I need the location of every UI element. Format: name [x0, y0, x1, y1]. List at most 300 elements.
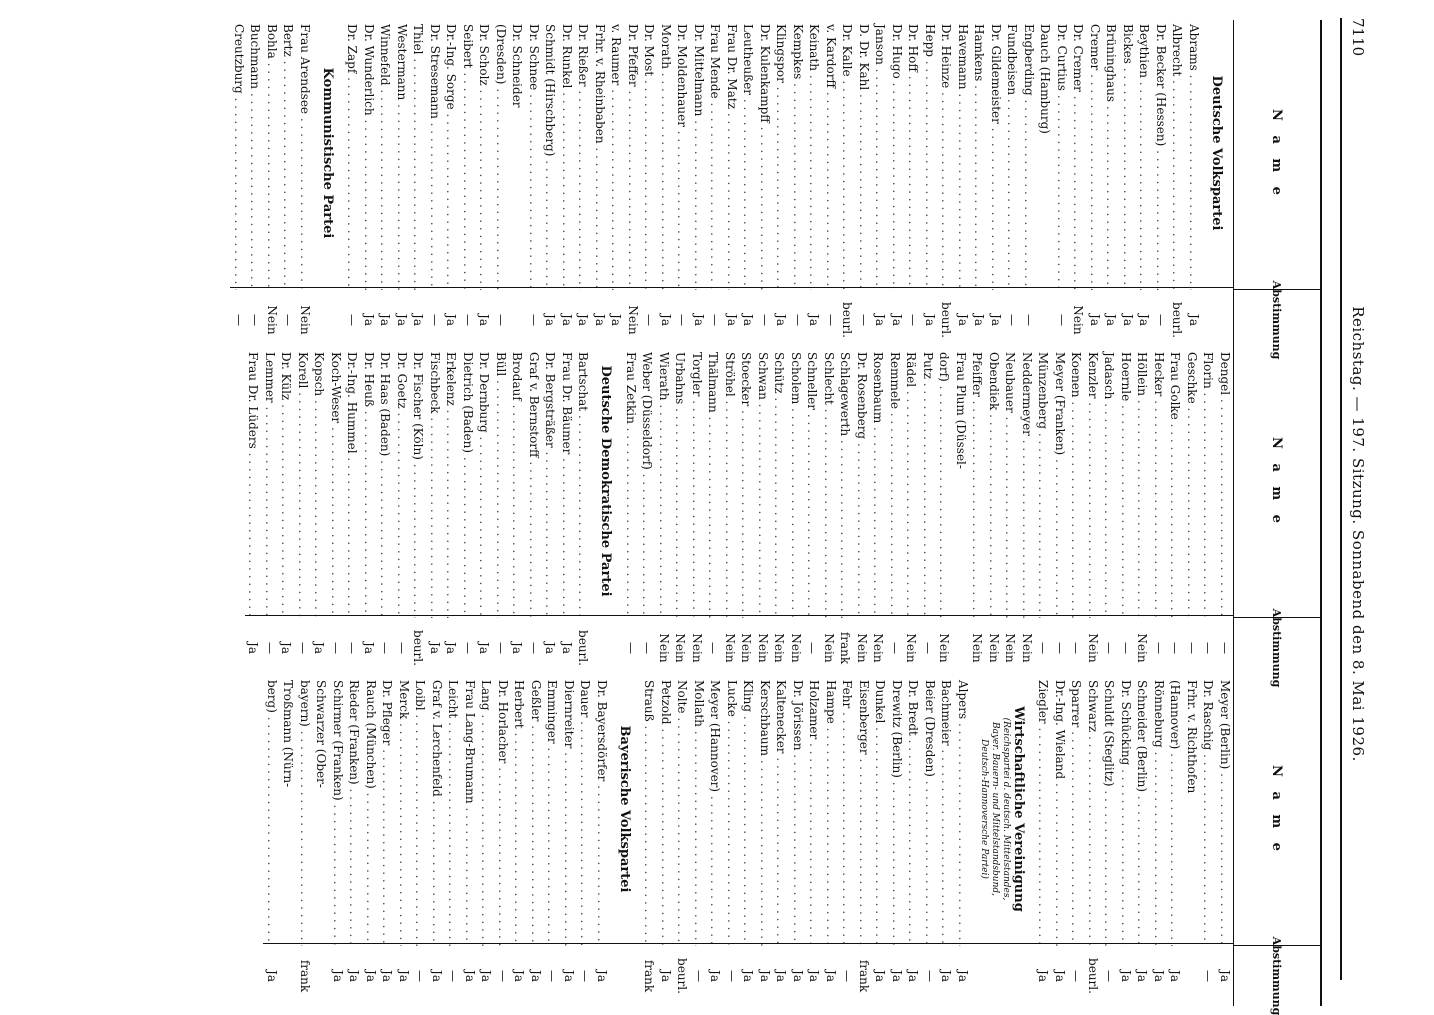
member-vote: Ja [791, 970, 805, 982]
member-vote: Ja [725, 314, 739, 326]
member-row [674, 676, 691, 1006]
member-vote: — [1102, 970, 1117, 982]
member-vote: — [642, 314, 657, 326]
member-name: Dr. Pfleger . . . [379, 676, 396, 946]
member-name: Schirmer (Franken) . . . [330, 676, 347, 946]
member-name: Hamkens . . . [971, 20, 988, 290]
member-vote: — [1005, 314, 1020, 326]
member-row [297, 20, 314, 350]
member-vote: — [706, 642, 721, 654]
member-name: Dr. Runkel . . . [559, 20, 576, 290]
member-name: Alpers . . . [955, 676, 972, 946]
member-vote: Nein [871, 633, 886, 663]
member-name: Frhr. v. Richthofen [1185, 680, 1199, 794]
member-row [856, 20, 873, 350]
member-name: Drewitz (Berlin) . . . [889, 676, 906, 946]
member-vote: — [1036, 642, 1051, 654]
member-name: Büll . . . [493, 348, 510, 618]
member-name: Rädel . . . [903, 348, 920, 618]
member-vote: Ja [510, 642, 525, 654]
member-name: Schneller . . . [804, 348, 821, 618]
member-name: Merck . . . [396, 676, 413, 946]
member-vote: Ja [1218, 970, 1232, 982]
member-row [575, 348, 592, 678]
member-row [724, 20, 741, 350]
member-row [1200, 348, 1217, 678]
member-row [264, 20, 281, 350]
member-name: Albrecht . . . [1169, 20, 1186, 290]
member-row [922, 676, 939, 1006]
member-vote: Nein [673, 633, 688, 663]
member-name: Dr. Cremer . . . [1070, 20, 1087, 290]
member-vote: — [1154, 314, 1168, 326]
member-vote: — [263, 642, 277, 654]
column-2 [142, 348, 1322, 688]
member-row [1120, 20, 1137, 350]
member-row [641, 20, 658, 350]
member-vote [280, 946, 297, 1006]
member-name: Buchmann . . . [247, 20, 264, 290]
member-name: Bachmeier . . . [938, 676, 955, 946]
member-name: Troßmann (Nürn- [281, 680, 296, 788]
member-row [740, 676, 757, 1006]
member-name: Geßler . . . [528, 676, 545, 946]
member-row [528, 676, 545, 1006]
party-subtitle: (Reichspartei d. deutsch. Mittelstandes, [1001, 717, 1011, 901]
member-name: Dr. Mittelmann . . . [691, 20, 708, 290]
member-name: Emminger . . . [544, 676, 561, 946]
member-row [278, 348, 295, 678]
member-vote: Ja [1135, 970, 1150, 982]
member-name: (Hannover) . . . [1167, 676, 1184, 946]
member-row [953, 348, 970, 678]
member-name: Dr.-Ing. Sorge . . . [443, 20, 460, 290]
member-name: Frau Dr. Bäumer . . . [559, 348, 576, 618]
member-row [656, 348, 673, 678]
member-vote: Ja [1053, 970, 1067, 982]
member-name: Dr.-Ing. Wieland . . . [1052, 676, 1069, 946]
member-name: Fischbeck . . . [427, 348, 444, 618]
member-vote: Ja [380, 970, 395, 982]
member-name: Schwan . . . [755, 348, 772, 618]
member-vote: beurl. [675, 958, 690, 994]
member-row [672, 348, 689, 678]
member-row [542, 348, 559, 678]
member-row [821, 348, 838, 678]
member-name: Dr. Bayersdörfer . . . [594, 676, 611, 946]
member-name: Münzenberg . . . [1035, 348, 1052, 618]
member-row [262, 348, 279, 678]
member-row [837, 348, 854, 678]
member-vote: Ja [312, 642, 327, 654]
member-name: Engberding . . . [1021, 20, 1038, 290]
member-name: Diernreiter . . . [561, 676, 578, 946]
member-vote: — [496, 970, 510, 982]
member-row [955, 20, 972, 350]
member-vote [1184, 946, 1201, 1006]
member-name: bayern) . . . [297, 676, 314, 946]
member-name: Dr. Heinze . . . [938, 20, 955, 290]
member-row [1085, 348, 1102, 678]
column-body [245, 348, 1233, 678]
member-row [1186, 20, 1203, 350]
member-name: Keinath . . . [806, 20, 823, 290]
member-row [1167, 348, 1184, 678]
column-header [1233, 20, 1322, 360]
member-vote: Ja [1121, 314, 1135, 326]
member-name: Nolte . . . [674, 676, 691, 946]
member-row [1054, 20, 1071, 350]
member-row [1068, 676, 1085, 1006]
member-vote: beurl. [840, 302, 855, 338]
member-row [1169, 20, 1186, 350]
member-vote: Ja [364, 970, 378, 982]
member-vote: — [329, 642, 343, 654]
member-row [608, 20, 625, 350]
member-row [936, 348, 953, 678]
party-heading [313, 20, 344, 350]
member-row [245, 348, 262, 678]
member-vote: — [494, 642, 508, 654]
member-row [674, 20, 691, 350]
member-name: Graf v. Bernstorff . . . [526, 348, 543, 618]
member-vote: Ja [397, 970, 411, 982]
member-name: Dr. Becker (Hessen) . . . [1153, 20, 1170, 290]
party-heading [610, 676, 641, 1006]
member-vote: frank [857, 959, 871, 993]
member-vote: Ja [824, 970, 838, 982]
member-name: Kerschbaum . . . [757, 676, 774, 946]
member-vote: Ja [477, 314, 492, 326]
member-name: Dr. Jörissen . . . [790, 676, 807, 946]
member-row [1035, 676, 1052, 1006]
member-row [988, 20, 1005, 350]
column-body [231, 20, 1234, 350]
member-row [460, 348, 477, 678]
member-vote: Ja [279, 642, 294, 654]
member-vote: Nein [265, 305, 279, 335]
member-row [856, 676, 873, 1006]
member-vote: Ja [395, 314, 409, 326]
member-vote: — [446, 970, 461, 982]
member-row [542, 20, 559, 350]
member-name: Höllein . . . [1134, 348, 1151, 618]
member-name: Meyer (Hannover) . . . [707, 676, 724, 946]
member-name: Cremer . . . [1087, 20, 1104, 290]
member-name: Hepp . . . [922, 20, 939, 290]
member-vote: — [378, 642, 393, 654]
member-vote: Ja [890, 314, 904, 326]
member-row [509, 348, 526, 678]
member-name: Hecker . . . [1151, 348, 1168, 618]
member-vote: — [840, 970, 855, 982]
party-heading [971, 676, 1035, 1006]
name-column-heading: N a m e [1269, 109, 1285, 200]
member-name: Geschke . . . [1184, 348, 1201, 618]
member-vote: Ja [659, 970, 673, 982]
column-header [1233, 676, 1322, 1015]
member-vote: Nein [855, 633, 869, 663]
member-vote: — [1102, 642, 1117, 654]
member-row [870, 348, 887, 678]
member-vote: Nein [1135, 633, 1150, 663]
member-name: Neubauer . . . [1002, 348, 1019, 618]
member-name: Dr. Pfeffer . . . [625, 20, 642, 290]
member-row [740, 20, 757, 350]
member-row [1217, 348, 1234, 678]
party-name: Wirtschaftliche Vereinigung [1011, 706, 1026, 912]
member-row [658, 676, 675, 1006]
member-vote: — [1069, 970, 1084, 982]
member-name: Dr. Hoff . . . [905, 20, 922, 290]
member-name: Dietrich (Baden) . . . [460, 348, 477, 618]
member-row [920, 348, 937, 678]
member-vote: — [578, 970, 593, 982]
member-vote: — [1185, 642, 1199, 654]
member-vote [1037, 290, 1054, 350]
member-row [1002, 348, 1019, 678]
member-vote: — [857, 314, 871, 326]
member-vote: Ja [428, 642, 442, 654]
member-row [889, 676, 906, 1006]
member-row [986, 348, 1003, 678]
member-vote: Ja [873, 314, 888, 326]
member-vote: Ja [807, 314, 822, 326]
member-row [247, 20, 264, 350]
member-name: Korell . . . [295, 348, 312, 618]
column-header [1233, 348, 1322, 688]
member-name: Dr. Dernburg . . . [476, 348, 493, 618]
member-name: Westermann . . . [394, 20, 411, 290]
member-row [788, 348, 805, 678]
member-name: Bertz . . . [280, 20, 297, 290]
member-vote: — [923, 970, 937, 982]
member-row [839, 20, 856, 350]
member-name: Rönneburg . . . [1151, 676, 1168, 946]
member-name: Torgler . . . [689, 348, 706, 618]
member-row [410, 20, 427, 350]
member-vote: Ja [1119, 970, 1133, 982]
member-name: Neddermeyer . . . [1019, 348, 1036, 618]
member-row [1087, 20, 1104, 350]
member-name: Pfeiffer . . . [969, 348, 986, 618]
member-name: Dr. Bergsträßer . . . [542, 348, 559, 618]
member-name: Kling . . . [740, 676, 757, 946]
member-vote: Ja [692, 314, 706, 326]
member-vote: Nein [937, 633, 952, 663]
page-header [1344, 18, 1372, 980]
member-row [806, 676, 823, 1006]
member-row [544, 676, 561, 1006]
member-vote: Ja [807, 970, 822, 982]
member-row [330, 676, 347, 1006]
member-vote: — [1152, 642, 1166, 654]
party-heading [1202, 20, 1233, 350]
member-row [1068, 348, 1085, 678]
member-row [1037, 20, 1054, 350]
member-row [658, 20, 675, 350]
member-name: Sparrer . . . [1068, 676, 1085, 946]
member-row [575, 20, 592, 350]
member-vote: Nein [789, 633, 803, 663]
member-vote: Ja [463, 970, 477, 982]
name-column-heading: N a m e [1269, 437, 1285, 528]
member-name: Leutheußer . . . [740, 20, 757, 290]
member-name: Thälmann . . . [705, 348, 722, 618]
member-row [1101, 676, 1118, 1006]
member-row [872, 676, 889, 1006]
member-vote: Ja [430, 970, 444, 982]
member-vote: Ja [989, 314, 1003, 326]
member-row [641, 676, 658, 1006]
member-row [969, 348, 986, 678]
member-vote: Nein [690, 633, 704, 663]
member-name: Wierath . . . [656, 348, 673, 618]
member-name: Dr. Stresemann . . . [427, 20, 444, 290]
member-vote: Nein [298, 305, 312, 335]
member-vote: Nein [739, 633, 754, 663]
member-name: Eisenberger . . . [856, 676, 873, 946]
member-vote: — [1218, 642, 1232, 654]
member-row [1004, 20, 1021, 350]
member-vote: Ja [444, 642, 459, 654]
member-name: Schwarzer (Ober- [314, 680, 329, 788]
member-vote: — [248, 314, 263, 326]
member-row [295, 348, 312, 678]
member-name: Seibert . . . [460, 20, 477, 290]
member-name: Frhr. v. Rheinbaben . . . [592, 20, 609, 290]
member-vote: beurl. [1170, 302, 1185, 338]
member-vote: beurl. [1086, 958, 1100, 994]
member-vote: frank [298, 959, 312, 993]
member-row [460, 20, 477, 350]
member-row [328, 348, 345, 678]
member-row [264, 676, 281, 1006]
member-vote: — [395, 642, 409, 654]
member-row [854, 348, 871, 678]
column-3 [142, 676, 1322, 1015]
member-vote: — [296, 642, 310, 654]
member-vote: Ja [659, 314, 673, 326]
member-vote: Ja [956, 970, 970, 982]
member-vote: Ja [1137, 314, 1152, 326]
member-name: Dengel . . . [1217, 348, 1234, 618]
member-row [377, 348, 394, 678]
member-name: Dr. Fischer (Köln) . . . [410, 348, 427, 618]
member-name: Dr. Rießer . . . [575, 20, 592, 290]
party-name: Deutsche Volkspartei [1209, 75, 1224, 231]
member-vote: Ja [543, 642, 558, 654]
member-name: Graf v. Lerchenfeld . . . [429, 676, 446, 946]
member-name: Dr. Horlacher . . . [495, 676, 512, 946]
member-name: Morath . . . [658, 20, 675, 290]
member-row [903, 348, 920, 678]
member-name: Rosenbaum . . . [870, 348, 887, 618]
member-vote: Ja [741, 314, 756, 326]
member-row [691, 20, 708, 350]
member-row [722, 348, 739, 678]
member-name: Ziegler . . . [1035, 676, 1052, 946]
member-vote: Ja [265, 970, 279, 982]
member-vote: — [545, 970, 560, 982]
member-vote: — [921, 642, 935, 654]
member-name: Dr. Rosenberg . . . [854, 348, 871, 618]
member-vote: Nein [822, 633, 836, 663]
member-row [1134, 348, 1151, 678]
column-divider [245, 615, 1233, 616]
member-name: Weber (Düsseldorf) . . . [639, 348, 656, 618]
member-vote: — [708, 314, 723, 326]
member-row [410, 348, 427, 678]
member-vote: — [640, 642, 655, 654]
member-row [577, 676, 594, 1006]
member-name: Dauer . . . [577, 676, 594, 946]
member-name: Kenzler . . . [1085, 348, 1102, 618]
name-column-heading: N a m e [1269, 765, 1285, 856]
member-name: Meyer (Berlin) . . . [1217, 676, 1234, 946]
member-name: Dr. Haas (Baden) . . . [377, 348, 394, 618]
member-vote: Ja [246, 642, 261, 654]
party-subtitle: Deutsch-Hannoversche Partei) [979, 739, 989, 879]
member-name: Bartschat . . . [575, 348, 592, 618]
member-vote [313, 946, 330, 1006]
member-vote: Ja [890, 970, 904, 982]
member-row [478, 676, 495, 1006]
member-vote: Ja [560, 314, 574, 326]
member-name: Scholem . . . [788, 348, 805, 618]
member-row [691, 676, 708, 1006]
member-vote: beurl. [576, 630, 591, 666]
member-vote: Ja [1088, 314, 1102, 326]
member-vote: Ja [923, 314, 937, 326]
member-name: Rauch (München) . . . [363, 676, 380, 946]
member-row [476, 348, 493, 678]
member-name: Dr. Külz . . . [278, 348, 295, 618]
member-name: Jadasch . . . [1101, 348, 1118, 618]
member-vote [953, 618, 970, 678]
member-vote: — [624, 642, 638, 654]
member-row [889, 20, 906, 350]
member-row [559, 348, 576, 678]
member-row [493, 20, 510, 350]
member-row [955, 676, 972, 1006]
member-name: Putz . . . [920, 348, 937, 618]
vote-column-heading: Abstimmung [1234, 945, 1320, 1006]
member-vote: Ja [362, 314, 376, 326]
member-name: Dr. Scholz . . . [476, 20, 493, 290]
member-vote: — [791, 314, 805, 326]
member-vote: Ja [1187, 314, 1201, 326]
member-name: Dr. Goetz . . . [394, 348, 411, 618]
member-vote: Nein [1071, 305, 1086, 335]
member-vote: Ja [758, 970, 772, 982]
member-name: Dr. Zapf . . . [344, 20, 361, 290]
member-vote: Ja [411, 314, 426, 326]
member-row [526, 20, 543, 350]
member-name: Ströhel . . . [722, 348, 739, 618]
member-name: Frau Dr. Lüders . . . [245, 348, 262, 618]
member-name: Schuldt (Steglitz) . . . [1101, 676, 1118, 946]
member-name: Frau Dr. Matz . . . [724, 20, 741, 290]
member-name: Petzold . . . [658, 676, 675, 946]
member-row [773, 20, 790, 350]
member-vote: — [428, 314, 442, 326]
member-row [509, 20, 526, 350]
member-row [1134, 676, 1151, 1006]
member-row [625, 20, 642, 350]
member-vote: — [527, 314, 541, 326]
member-row [361, 20, 378, 350]
